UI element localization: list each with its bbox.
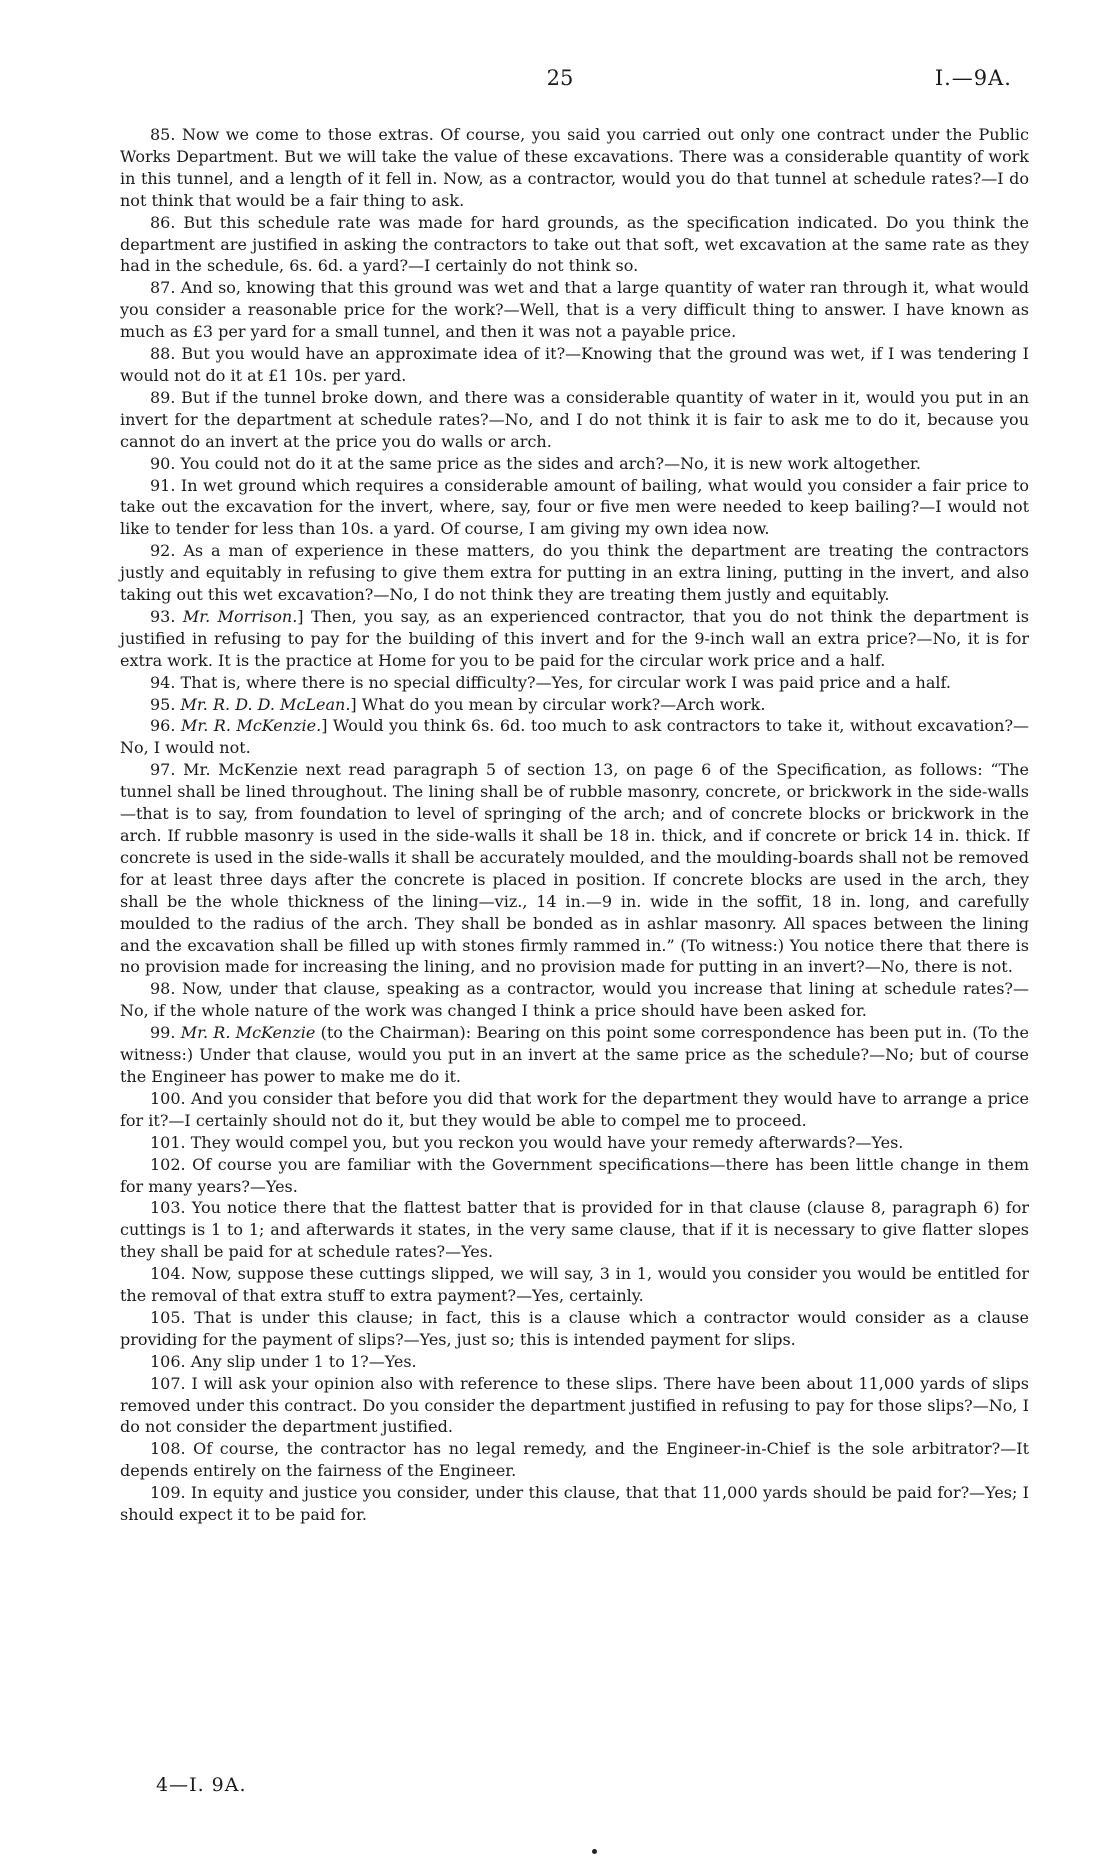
question-107: 107. I will ask your opinion also with reference to these slips. There have been about 11,000 yards of slips removed under this contract. Do you consider the department justified in refusing to pay for those slips?—No, I do not consider the department justified. [120,1373,1029,1437]
question-95: 95. Mr. R. D. D. McLean.] What do you mean by circular work?—Arch work. [150,694,766,714]
question-101: 101. They would compel you, but you reckon you would have your remedy afterwards?—Yes. [150,1132,904,1152]
speaker-name: Mr. Morrison. [182,606,298,626]
question-94: 94. That is, where there is no special difficulty?—Yes, for circular work I was paid price and a half. [150,672,951,692]
question-105: 105. That is under this clause; in fact, this is a clause which a contractor would consider as a clause providing for the payment of slips?—Yes, just so; this is intended payment for slips. [120,1307,1029,1349]
question-89: 89. But if the tunnel broke down, and there was a considerable quantity of water in it, would you put in an invert for the department at schedule rates?—No, and I do not think it is fair to ask me to do it, because you cannot do an invert at the price you do walls or arch. [120,387,1029,451]
question-86: 86. But this schedule rate was made for hard grounds, as the specification indicated. Do you think the department are justified in asking the contractors to take out that soft, wet excavation at the same rate as they had in the schedule, 6s. 6d. a yard?—I certainly do not think so. [120,212,1029,276]
page-number: 25 [546,66,574,90]
question-90: 90. You could not do it at the same price as the sides and arch?—No, it is new work altogether. [150,453,921,473]
question-87: 87. And so, knowing that this ground was wet and that a large quantity of water ran through it, what would you consider a reasonable price for the work?—Well, that is a very difficult thing to answer. I have known as much as £3 per yard for a small tunnel, and then it was not a payable price. [120,278,1029,342]
page-dot [592,1849,597,1854]
question-88: 88. But you would have an approximate idea of it?—Knowing that the ground was wet, if I was tendering I would not do it at £1 10s. per yard. [120,344,1029,385]
page-header [0,66,1114,98]
question-97: 97. Mr. McKenzie next read paragraph 5 of section 13, on page 6 of the Specification, as follows: “The tunnel shall be lined throughout. The lining shall be of rubble masonry, concrete, or brickwork in the side-walls—that is to say, from foundation to level of springing of the arch; and of concrete blocks or brickwork in the arch. If rubble masonry is used in the side-walls it shall be 18 in. thick, and if concrete or brick 14 in. thick. If concrete is used in the side-walls it shall be accurately moulded, and the moulding-boards shall not be removed for at least three days after the concrete is placed in position. If concrete blocks are used in the arch, they shall be the whole thickness of the lining—viz., 14 in.—9 in. wide in the soffit, 18 in. long, and carefully moulded to the radius of the arch. They shall be bonded as in ashlar masonry. All spaces between the lining and the excavation shall be filled up with stones firmly rammed in.” (To witness:) You notice there that there is no provision made for increasing the lining, and no provision made for putting in an invert?—No, there is not. [120,760,1029,977]
question-98: 98. Now, under that clause, speaking as a contractor, would you increase that lining at schedule rates?—No, if the whole nature of the work was changed I think a price should have been asked for. [120,979,1029,1021]
question-106: 106. Any slip under 1 to 1?—Yes. [150,1351,417,1371]
question-102: 102. Of course you are familiar with the Government specifications—there has been little change in them for many years?—Yes. [120,1154,1029,1196]
question-85: 85. Now we come to those extras. Of course, you said you carried out only one contract under the Public Works Department. But we will take the value of these excavations. There was a considerable quantity of work in this tunnel, and a length of it fell in. Now, as a contractor, would you do that tunnel at schedule rates?—I do not think that would be a fair thing to ask. [120,125,1029,210]
question-103: 103. You notice there that the flattest batter that is provided for in that clause (clause 8, paragraph 6) for cuttings is 1 to 1; and afterwards it states, in the very same clause, that if it is necessary to give flatter slopes they shall be paid for at schedule rates?—Yes. [120,1198,1029,1262]
question-100: 100. And you consider that before you did that work for the department they would have to arrange a price for it?—I certainly should not do it, but they would be able to compel me to proceed. [120,1088,1029,1130]
question-109: 109. In equity and justice you consider, under this clause, that that 11,000 yards should be paid for?—Yes; I should expect it to be paid for. [120,1483,1029,1525]
speaker-name: Mr. R. McKenzie [180,1023,316,1043]
question-96: 96. Mr. R. McKenzie.] Would you think 6s. 6d. too much to ask contractors to take it, without excavation?—No, I would not. [120,716,1030,758]
speaker-name: Mr. R. McKenzie. [180,716,322,736]
evidence-body [120,124,1029,1526]
question-92: 92. As a man of experience in these matters, do you think the department are treating the contractors justly and equitably in refusing to give them extra for putting in an extra lining, putting in the invert, and also taking out this wet excavation?—No, I do not think they are treating them justly and equitably. [120,541,1029,605]
sheet-signature: 4—I. 9A. [156,1774,247,1796]
question-99: 99. Mr. R. McKenzie (to the Chairman): Bearing on this point some correspondence has been put in. (To the witness:) Under that clause, would you put in an invert at the same price as the schedule?—No; but of course the Engineer has power to make me do it. [120,1023,1030,1086]
question-93: 93. Mr. Morrison.] Then, you say, as an experienced contractor, that you do not think the department is justified in refusing to pay for the building of this invert and for the 9-inch wall an extra price?—No, it is for extra work. It is the practice at Home for you to be paid for the circular work price and a half. [120,606,1030,670]
question-91: 91. In wet ground which requires a considerable amount of bailing, what would you consider a fair price to take out the excavation for the invert, where, say, four or five men were needed to keep bailing?—I would not like to tender for less than 10s. a yard. Of course, I am giving my own idea now. [120,475,1029,539]
document-reference: I.—9A. [934,66,1012,90]
question-108: 108. Of course, the contractor has no legal remedy, and the Engineer-in-Chief is the sole arbitrator?—It depends entirely on the fairness of the Engineer. [120,1439,1029,1481]
question-104: 104. Now, suppose these cuttings slipped, we will say, 3 in 1, would you consider you would be entitled for the removal of that extra stuff to extra payment?—Yes, certainly. [120,1264,1029,1306]
speaker-name: Mr. R. D. D. McLean. [180,694,351,714]
